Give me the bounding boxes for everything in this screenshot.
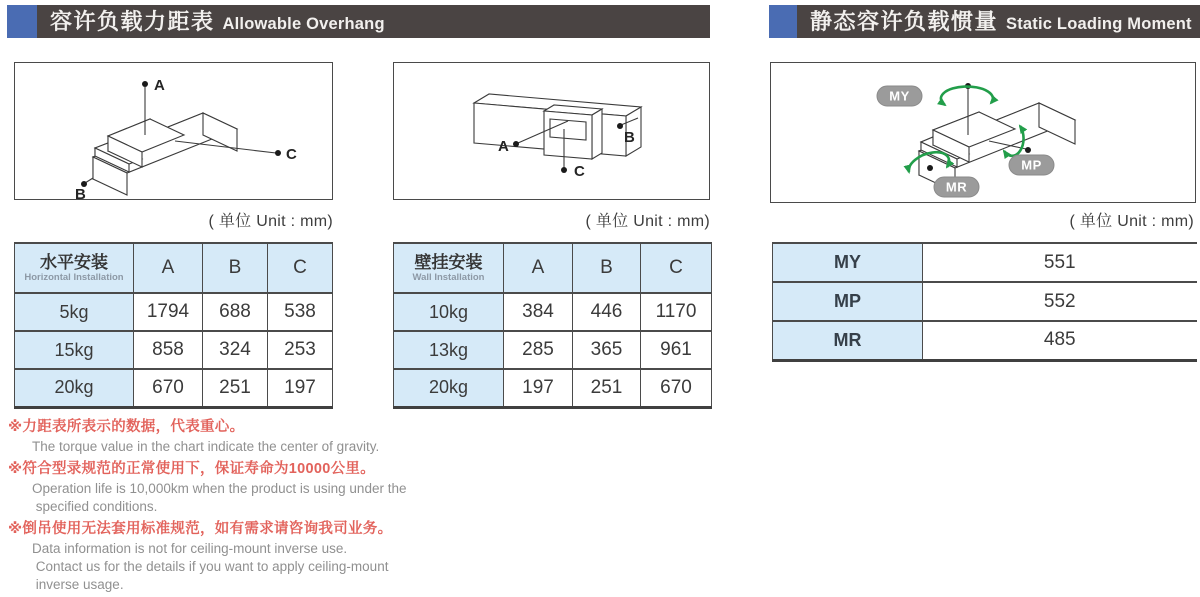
point-c-dot	[275, 150, 281, 156]
table-row	[773, 282, 1197, 321]
note-en: The torque value in the chart indicate the center of gravity.	[32, 439, 380, 454]
moment-label: MP	[773, 282, 923, 321]
value-b: 446	[573, 293, 641, 331]
column-header-a: A	[134, 243, 203, 293]
value-c: 670	[641, 369, 712, 407]
mr-axis-dot	[927, 165, 933, 171]
value-c: 961	[641, 331, 712, 369]
value-a: 1794	[134, 293, 203, 331]
value-b: 251	[573, 369, 641, 407]
load-label: 10kg	[394, 293, 504, 331]
moment-title-zh: 静态容许负载惯量	[810, 9, 999, 34]
table-row	[15, 369, 333, 407]
horizontal-mount-diagram	[14, 62, 333, 200]
point-b-label: B	[75, 186, 86, 199]
load-label: 13kg	[394, 331, 504, 369]
value-b: 251	[203, 369, 268, 407]
table-title-en: Wall Installation	[412, 272, 485, 283]
note-item	[8, 417, 482, 456]
moment-header-bar	[797, 5, 1200, 38]
load-label: 5kg	[15, 293, 134, 331]
table-title-zh: 水平安装	[40, 253, 108, 272]
horizontal-mount-drawing	[15, 63, 332, 199]
column-header-a: A	[504, 243, 573, 293]
value-b: 365	[573, 331, 641, 369]
load-label: 20kg	[394, 369, 504, 407]
moment-value: 552	[923, 282, 1197, 321]
table-title-cell	[394, 243, 504, 293]
table-row	[15, 331, 333, 369]
moment-drawing	[771, 63, 1195, 202]
moment-table	[772, 242, 1197, 362]
moment-label: MY	[773, 243, 923, 282]
overhang-section-header	[7, 5, 710, 38]
table-row	[15, 293, 333, 331]
point-a-label: A	[154, 77, 165, 94]
mr-pill-label: MR	[945, 179, 968, 195]
column-header-b: B	[573, 243, 641, 293]
moment-diagram	[770, 62, 1196, 203]
note-item	[8, 519, 482, 594]
overhang-title-zh: 容许负载力距表	[50, 9, 215, 34]
value-c: 1170	[641, 293, 712, 331]
point-a-dot	[142, 81, 148, 87]
value-c: 538	[268, 293, 333, 331]
point-a-label: A	[498, 138, 509, 155]
note-zh: ※力距表所表示的数据，代表重心。	[8, 419, 245, 435]
point-c-label: C	[574, 163, 585, 180]
overhang-header-bar	[37, 5, 710, 38]
header-accent-square	[769, 5, 797, 38]
point-b-label: B	[624, 129, 635, 146]
note-zh: ※倒吊使用无法套用标准规范，如有需求请咨询我司业务。	[8, 521, 393, 537]
wall-mount-diagram	[393, 62, 710, 200]
note-en: Data information is not for ceiling-mount inverse use. Contact us for the details if you want to apply ceiling-mount inverse usage.	[32, 541, 389, 592]
table-row	[773, 243, 1197, 282]
moment-label: MR	[773, 321, 923, 360]
wall-installation-table	[393, 242, 712, 409]
value-a: 285	[504, 331, 573, 369]
moment-section-header	[769, 5, 1200, 38]
mp-pill-label: MP	[1021, 157, 1042, 173]
point-a-dot	[513, 141, 519, 147]
unit-note: ( 单位 Unit : mm)	[208, 213, 333, 230]
value-b: 688	[203, 293, 268, 331]
table-row	[773, 321, 1197, 360]
my-rotation-arrow	[941, 87, 993, 105]
overhang-title-en: Allowable Overhang	[222, 15, 385, 33]
moment-value: 551	[923, 243, 1197, 282]
table-title-cell	[15, 243, 134, 293]
value-a: 858	[134, 331, 203, 369]
moment-title-en: Static Loading Moment	[1006, 15, 1192, 33]
point-b-dot	[617, 123, 623, 129]
unit-note: ( 单位 Unit : mm)	[585, 213, 710, 230]
point-c-label: C	[286, 146, 297, 163]
horizontal-installation-table	[14, 242, 333, 409]
table-title-zh: 壁挂安装	[414, 253, 483, 272]
note-zh: ※符合型录规范的正常使用下，保证寿命为10000公里。	[8, 461, 376, 477]
header-accent-square	[7, 5, 37, 38]
note-item	[8, 459, 482, 516]
column-header-c: C	[268, 243, 333, 293]
column-header-b: B	[203, 243, 268, 293]
table-title-en: Horizontal Installation	[24, 272, 124, 283]
value-a: 384	[504, 293, 573, 331]
note-en: Operation life is 10,000km when the product is using under the specified conditions.	[32, 481, 407, 514]
table-row	[394, 369, 712, 407]
value-b: 324	[203, 331, 268, 369]
column-header-c: C	[641, 243, 712, 293]
value-a: 670	[134, 369, 203, 407]
moment-value: 485	[923, 321, 1197, 360]
point-c-dot	[561, 167, 567, 173]
mp-axis-dot	[1025, 147, 1031, 153]
unit-note: ( 单位 Unit : mm)	[1069, 213, 1194, 230]
table-row	[394, 331, 712, 369]
load-label: 15kg	[15, 331, 134, 369]
wall-mount-drawing	[394, 63, 709, 199]
load-label: 20kg	[15, 369, 134, 407]
my-pill-label: MY	[889, 88, 910, 104]
value-a: 197	[504, 369, 573, 407]
value-c: 253	[268, 331, 333, 369]
table-row	[394, 293, 712, 331]
footnotes	[8, 417, 482, 597]
value-c: 197	[268, 369, 333, 407]
carriage-block	[544, 105, 602, 159]
